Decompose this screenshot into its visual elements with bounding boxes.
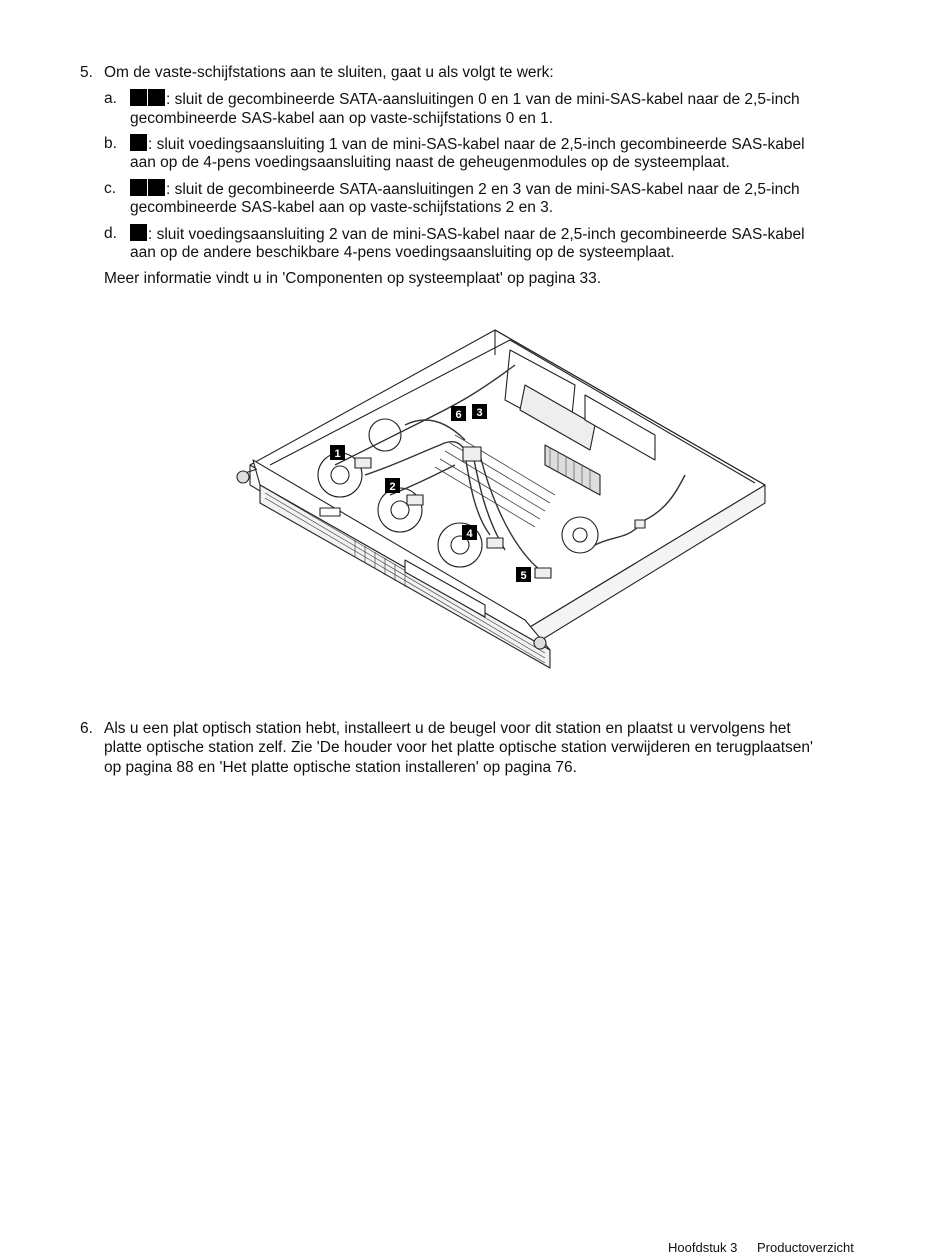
substep-letter: d. [104,225,117,242]
step-intro: Om de vaste-schijfstations aan te sluiten, gaat u als volgt te werk: [104,64,554,81]
substep-text-cont: gecombineerde SAS-kabel aan op vaste-schijfstations 0 en 1. [130,110,554,127]
substep-text: : sluit voedingsaansluiting 2 van de mini-SAS-kabel naar de 2,5-inch gecombineerde SAS-kabel [148,226,805,243]
footer-title: Productoverzicht [757,1240,854,1255]
substep-text-cont: aan op de 4-pens voedingsaansluiting naast de geheugenmodules op de systeemplaat. [130,154,730,171]
server-cabling-illustration [225,325,770,670]
substep-text-cont: aan op de andere beschikbare 4-pens voedingsaansluiting op de systeemplaat. [130,244,675,261]
step-number: 6. [80,720,93,737]
step-text-cont: platte optische station zelf. Zie 'De houder voor het platte optische station verwijderen en terugplaatsen' [104,739,814,756]
callout-6-marker [130,224,147,241]
substep-text: : sluit de gecombineerde SATA-aansluitingen 0 en 1 van de mini-SAS-kabel naar de 2,5-inch [166,91,800,108]
substep-text: : sluit de gecombineerde SATA-aansluitingen 2 en 3 van de mini-SAS-kabel naar de 2,5-inch [166,181,800,198]
step-text-cont: op pagina 88 en 'Het platte optische station installeren' op pagina 76. [104,759,577,776]
callout-6: 6 [455,409,462,421]
step-text: Als u een plat optisch station hebt, installeert u de beugel voor dit station en plaatst u vervolgens het [104,720,791,737]
callout-3: 3 [476,407,483,419]
callout-5-marker [148,179,165,196]
callout-5: 5 [520,570,527,582]
substep-text-cont: gecombineerde SAS-kabel aan op vaste-schijfstations 2 en 3. [130,199,554,216]
substep-letter: c. [104,180,117,197]
callout-2-marker [148,89,165,106]
callout-3-marker [130,134,147,151]
callout-4-marker [130,179,147,196]
substep-letter: a. [104,90,117,107]
callout-1: 1 [334,448,341,460]
callout-1-marker [130,89,147,106]
footer-chapter: Hoofdstuk 3 [668,1240,738,1255]
more-info-text: Meer informatie vindt u in 'Componenten op systeemplaat' op pagina 33. [104,270,602,287]
callout-2: 2 [389,481,396,493]
step-number: 5. [80,64,93,81]
callout-4: 4 [466,528,473,540]
substep-letter: b. [104,135,117,152]
substep-text: : sluit voedingsaansluiting 1 van de mini-SAS-kabel naar de 2,5-inch gecombineerde SAS-kabel [148,136,805,153]
